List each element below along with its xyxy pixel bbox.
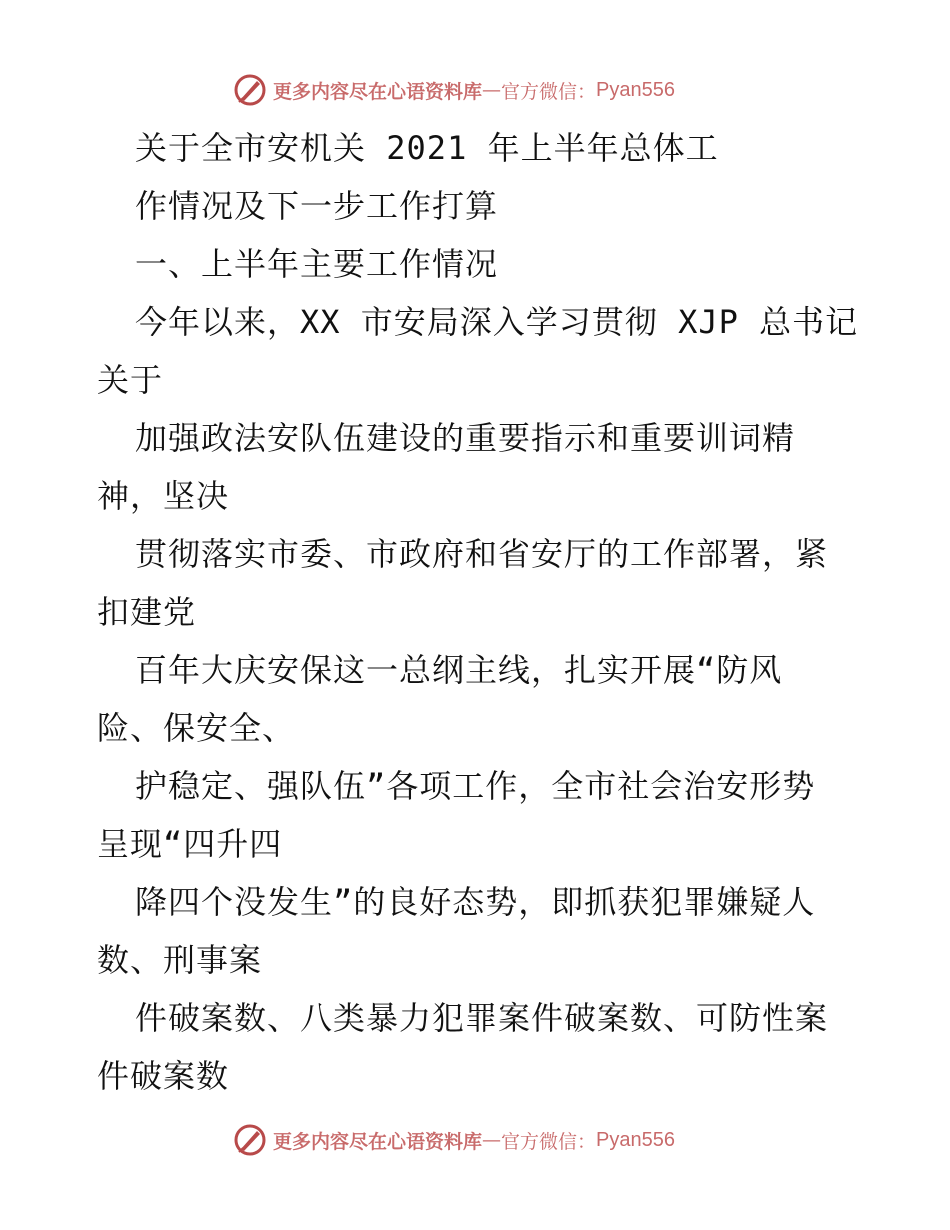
paragraph-5-first: 护稳定、强队伍”各项工作，全市社会治安形势: [135, 767, 816, 805]
paragraph-2-first: 加强政法安队伍建设的重要指示和重要训词精: [135, 419, 796, 457]
paragraph-1-first: 今年以来，XX 市安局深入学习贯彻 XJP 总书记: [135, 303, 859, 341]
watermark-footer: [233, 1123, 675, 1157]
section-heading: 一、上半年主要工作情况: [135, 245, 499, 283]
title-line-2: 作情况及下一步工作打算: [135, 187, 499, 225]
paragraph-3-first: 贯彻落实市委、市政府和省安厅的工作部署，紧: [135, 535, 829, 573]
paragraph-6-rest: 数、刑事案: [97, 941, 263, 979]
watermark-label: 官方微信：: [501, 1130, 597, 1153]
watermark-label: 官方微信：: [501, 80, 597, 103]
watermark-dash: —: [482, 79, 502, 101]
watermark-text: 更多内容尽在心语资料库: [273, 80, 483, 103]
paragraph-2-rest: 神，坚决: [97, 477, 230, 515]
paragraph-7-first: 件破案数、八类暴力犯罪案件破案数、可防性案: [135, 999, 829, 1037]
quill-logo-icon: [233, 73, 267, 107]
quill-logo-icon: [233, 1123, 267, 1157]
paragraph-4-rest: 险、保安全、: [97, 709, 296, 747]
watermark-id: Pyan556: [596, 78, 675, 101]
watermark-id: Pyan556: [596, 1128, 675, 1151]
paragraph-7-rest: 件破案数: [97, 1057, 230, 1095]
watermark-text: 更多内容尽在心语资料库: [273, 1130, 483, 1153]
title-line-1: 关于全市安机关 2021 年上半年总体工: [135, 129, 719, 167]
watermark-header: [233, 73, 675, 107]
paragraph-6-first: 降四个没发生”的良好态势，即抓获犯罪嫌疑人: [135, 883, 816, 921]
paragraph-4-first: 百年大庆安保这一总纲主线，扎实开展“防风: [135, 651, 783, 689]
paragraph-3-rest: 扣建党: [97, 593, 197, 631]
paragraph-1-rest: 关于: [97, 361, 164, 399]
watermark-dash: —: [482, 1129, 502, 1151]
paragraph-5-rest: 呈现“四升四: [97, 825, 283, 863]
